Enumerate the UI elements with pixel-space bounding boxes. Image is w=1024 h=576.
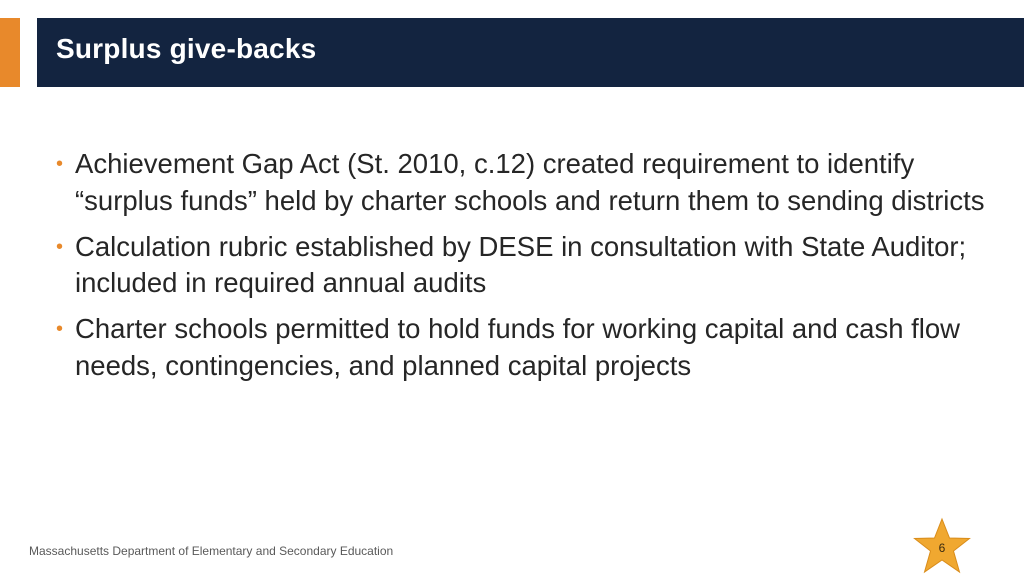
- footer-organization: Massachusetts Department of Elementary and Secondary Education: [29, 544, 394, 558]
- bullet-icon: •: [56, 153, 64, 175]
- bullet-item: [56, 229, 986, 302]
- bullet-item: [56, 311, 986, 384]
- bullet-text: Calculation rubric established by DESE in consultation with State Auditor; included in required annual audits: [75, 230, 967, 298]
- page-number: 6: [938, 541, 946, 555]
- bullet-icon: •: [56, 235, 64, 258]
- bullet-item: [56, 146, 986, 219]
- bullet-icon: •: [56, 318, 64, 340]
- slide-title: Surplus give-backs: [56, 33, 317, 64]
- page-number-badge: [911, 517, 973, 576]
- bullet-text: Charter schools permitted to hold funds for working capital and cash flow needs, contingencies, and planned capital projects: [75, 313, 961, 381]
- title-accent-bar: [0, 18, 20, 87]
- bullet-list: [56, 146, 986, 394]
- bullet-text: Achievement Gap Act (St. 2010, c.12) created requirement to identify “surplus funds” held by charter schools and return them to sending districts: [75, 148, 985, 216]
- title-band: [37, 18, 1024, 87]
